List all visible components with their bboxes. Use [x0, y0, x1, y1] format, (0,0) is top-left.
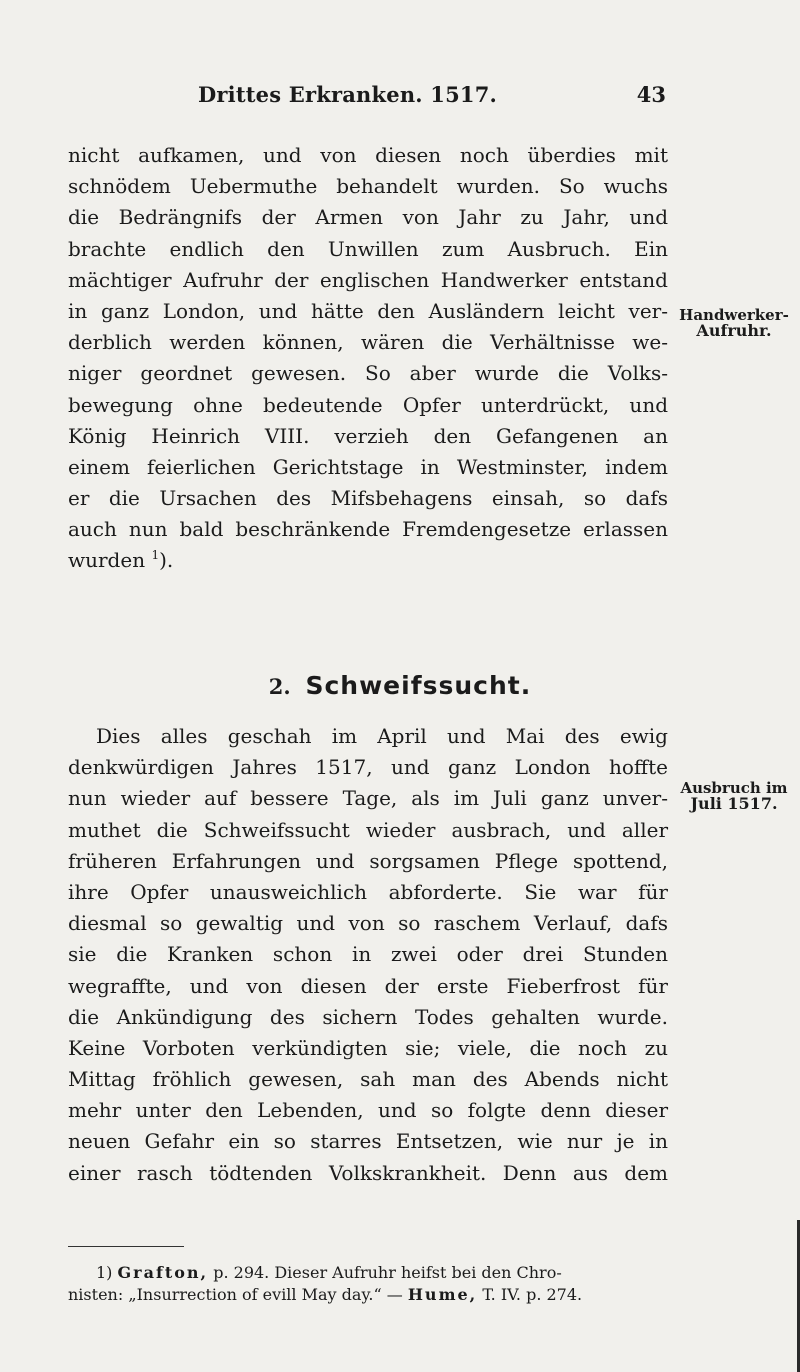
footnote-line: [68, 1262, 668, 1284]
text-line: nicht aufkamen, und von diesen noch überdies mit: [68, 143, 668, 167]
page-header: [68, 82, 666, 112]
text-line: [68, 545, 668, 576]
text-line: einer rasch tödtenden Volkskrankheit. Denn aus dem: [68, 1160, 668, 1185]
footnote-text: T. IV. p. 274.: [482, 1285, 583, 1304]
text-line: [68, 421, 668, 452]
text-line: neuen Gefahr ein so starres Entsetzen, wie nur je in: [68, 1129, 668, 1154]
text-line: Mittag fröhlich gewesen, sah man des Abends nicht: [68, 1067, 668, 1092]
text-line: Keine Vorboten verkündigten sie; viele, die noch zu: [68, 1035, 668, 1060]
text-line: mächtiger Aufruhr der englischen Handwerker entstand: [68, 267, 668, 292]
margin-note-line: Handwerker-: [679, 306, 789, 324]
margin-note-line: Aufruhr.: [696, 321, 772, 340]
footnote-number: 1): [96, 1263, 113, 1282]
text-line: früheren Erfahrungen und sorgsamen Pflege spottend,: [68, 848, 668, 873]
section-heading: [0, 671, 800, 700]
text-line: wegraffte, und von diesen der erste Fieberfrost für: [68, 973, 668, 998]
section-title: Schweifssucht.: [305, 671, 532, 700]
text-line: auch nun bald beschränkende Fremdengesetze erlassen: [68, 517, 668, 542]
footnote-author: Grafton,: [117, 1263, 209, 1282]
text-line: derblich werden können, wären die Verhältnisse we-: [68, 330, 668, 355]
text-line: bewegung ohne bedeutende Opfer unterdrückt, und: [68, 392, 668, 417]
text-line: die Bedrängnifs der Armen von Jahr zu Jahr, und: [68, 205, 668, 230]
text-line: Dies alles geschah im April und Mai des ewig: [96, 724, 668, 748]
paragraph-1: [68, 140, 668, 577]
paragraph-2: [68, 721, 668, 1189]
margin-note-handwerker-aufruhr: [672, 307, 796, 339]
footnote: [68, 1262, 668, 1306]
footnote-author: Hume,: [407, 1285, 478, 1304]
section-number: 2.: [268, 674, 291, 699]
footnote-text: p. 294. Dieser Aufruhr heifst bei den Chro-: [213, 1263, 562, 1282]
footnote-divider: [68, 1246, 184, 1247]
text-line: brachte endlich den Unwillen zum Ausbruch. Ein: [68, 236, 668, 261]
text-line: in ganz London, und hätte den Ausländern leicht ver-: [68, 298, 668, 323]
text-line: er die Ursachen des Mifsbehagens einsah, so dafs: [68, 486, 668, 511]
text-line-end: ).: [159, 548, 174, 573]
margin-note-line: Ausbruch im: [680, 779, 788, 797]
page-number: 43: [636, 82, 666, 107]
margin-note-ausbruch-juli: [672, 780, 796, 812]
text-line: einem feierlichen Gerichtstage in Westminster, indem: [68, 454, 668, 479]
text-line: ihre Opfer unausweichlich abforderte. Sie war für: [68, 879, 668, 904]
text-line: die Ankündigung des sichern Todes gehalten wurde.: [68, 1004, 668, 1029]
text-line: muthet die Schweifssucht wieder ausbrach, und aller: [68, 817, 668, 842]
text-line: schnödem Uebermuthe behandelt wurden. So wuchs: [68, 174, 668, 199]
footnote-line: [68, 1284, 668, 1306]
text-line-segment: wurden: [68, 548, 146, 573]
text-line-segment: König Heinrich VIII. verzieh den Gefangenen an: [68, 423, 668, 448]
text-line: diesmal so gewaltig und von so raschem Verlauf, dafs: [68, 911, 668, 936]
footnote-text: nisten: „Insurrection of evill May day.“ —: [68, 1285, 403, 1304]
footnote-marker: 1: [151, 548, 160, 563]
text-line: denkwürdigen Jahres 1517, und ganz London hoffte: [68, 755, 668, 780]
text-line: niger geordnet gewesen. So aber wurde die Volks-: [68, 361, 668, 386]
text-line: sie die Kranken schon in zwei oder drei Stunden: [68, 942, 668, 967]
margin-note-line: Juli 1517.: [690, 794, 778, 813]
text-line: nun wieder auf bessere Tage, als im Juli ganz unver-: [68, 786, 668, 811]
text-line: mehr unter den Lebenden, und so folgte denn dieser: [68, 1098, 668, 1123]
running-title: Drittes Erkranken. 1517.: [198, 82, 498, 107]
